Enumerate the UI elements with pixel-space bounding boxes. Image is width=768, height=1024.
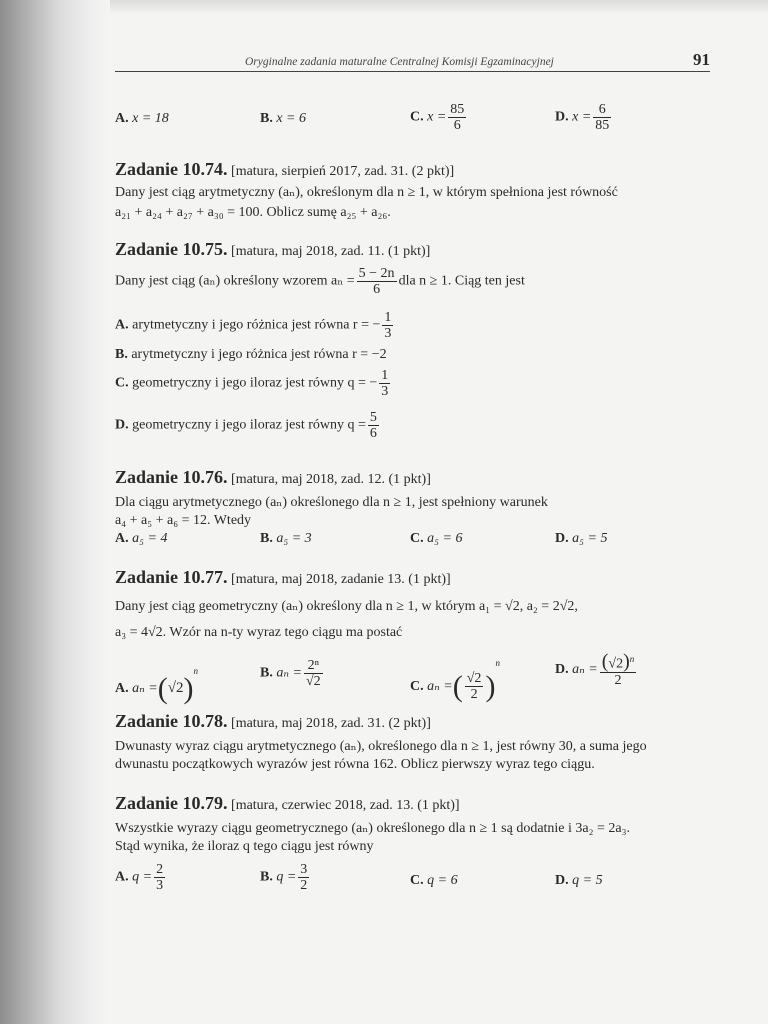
task-text: Stąd wynika, że iloraz q tego ciągu jest równy bbox=[115, 839, 374, 854]
option-d: D. geometryczny i jego iloraz jest równy q = $\frac{5}{6}$ bbox=[115, 410, 377, 441]
task-heading: Zadanie 10.78. [matura, maj 2018, zad. 31. (2 pkt)] bbox=[115, 711, 431, 731]
option-c: C. geometryczny i jego iloraz jest równy q = − $\frac{1}{3}$ bbox=[115, 368, 389, 399]
option-d: D. aₙ = $\frac{(√2)^n}{2}$ bbox=[555, 650, 635, 688]
option-b: B. q = $\frac{3}{2}$ bbox=[260, 862, 308, 893]
prev-option-a: A. x = 18 bbox=[115, 111, 169, 126]
option-b: B. arytmetyczny i jego różnica jest równa r = −2 bbox=[115, 347, 387, 362]
task-text: a₄ + a₅ + a₆ = 12. Wtedy bbox=[115, 513, 252, 528]
task-text: Dwunasty wyraz ciągu arytmetycznego (aₙ), określonego dla n ≥ 1, jest równy 30, a suma jego bbox=[115, 739, 647, 754]
option-b: B. aₙ = $\frac{\text{2ⁿ}}{√2}$ bbox=[260, 658, 321, 689]
header-rule bbox=[115, 71, 710, 72]
option-d: D. a₅ = 5 bbox=[555, 531, 608, 546]
task-heading: Zadanie 10.77. [matura, maj 2018, zadanie 13. (1 pkt)] bbox=[115, 567, 451, 587]
task-text: dwunastu początkowych wyrazów jest równa 162. Oblicz pierwszy wyraz tego ciągu. bbox=[115, 757, 595, 772]
binding-shadow bbox=[0, 0, 110, 1024]
task-intro: Dany jest ciąg (aₙ) określony wzorem aₙ = $\frac{5 - 2n}{6}$ dla n ≥ 1. Ciąg ten jest bbox=[115, 266, 525, 297]
task-heading: Zadanie 10.76. [matura, maj 2018, zad. 12. (1 pkt)] bbox=[115, 467, 431, 487]
task-text: Dany jest ciąg arytmetyczny (aₙ), określonym dla n ≥ 1, w którym spełniona jest równość bbox=[115, 185, 618, 200]
prev-option-c: C. x = $\frac{85}{6}$ bbox=[410, 102, 465, 133]
option-c: C. q = 6 bbox=[410, 873, 458, 888]
option-a: A. a₅ = 4 bbox=[115, 531, 168, 546]
option-a: A. q = $\frac{2}{3}$ bbox=[115, 862, 164, 893]
task-text: Dla ciągu arytmetycznego (aₙ) określonego dla n ≥ 1, jest spełniony warunek bbox=[115, 495, 548, 510]
option-c: C. aₙ =( $\frac{√2}{2}$ )$^n$ bbox=[410, 658, 500, 703]
option-d: D. q = 5 bbox=[555, 873, 603, 888]
running-header bbox=[115, 52, 710, 72]
task-heading: Zadanie 10.74. [matura, sierpień 2017, zad. 31. (2 pkt)] bbox=[115, 159, 455, 179]
task-text: Wszystkie wyrazy ciągu geometrycznego (aₙ) określonego dla n ≥ 1 są dodatnie i 3a₂ = 2a₃. bbox=[115, 821, 630, 836]
task-heading: Zadanie 10.79. [matura, czerwiec 2018, zad. 13. (1 pkt)] bbox=[115, 793, 460, 813]
option-a: A. $a_n =(√2)^n$ bbox=[115, 666, 198, 705]
header-title: Oryginalne zadania maturalne Centralnej Komisji Egzaminacyjnej bbox=[245, 56, 554, 68]
page-number: 91 bbox=[693, 50, 710, 69]
task-text: Dany jest ciąg geometryczny (aₙ) określony dla n ≥ 1, w którym a₁ = √2, a₂ = 2√2, bbox=[115, 599, 578, 614]
page-top-edge bbox=[0, 0, 768, 14]
prev-option-d: D. x = $\frac{6}{85}$ bbox=[555, 102, 610, 133]
prev-option-b: B. x = 6 bbox=[260, 111, 307, 126]
option-c: C. a₅ = 6 bbox=[410, 531, 463, 546]
task-text: a₂₁ + a₂₄ + a₂₇ + a₃₀ = 100. Oblicz sumę a₂₅ + a₂₆. bbox=[115, 205, 391, 220]
previous-answers bbox=[115, 100, 710, 140]
option-a: A. arytmetyczny i jego różnica jest równa r = − $\frac{1}{3}$ bbox=[115, 310, 392, 341]
task-text: a₃ = 4√2. Wzór na n-ty wyraz tego ciągu ma postać bbox=[115, 625, 403, 640]
option-b: B. a₅ = 3 bbox=[260, 531, 312, 546]
task-heading: Zadanie 10.75. [matura, maj 2018, zad. 11. (1 pkt)] bbox=[115, 239, 431, 259]
